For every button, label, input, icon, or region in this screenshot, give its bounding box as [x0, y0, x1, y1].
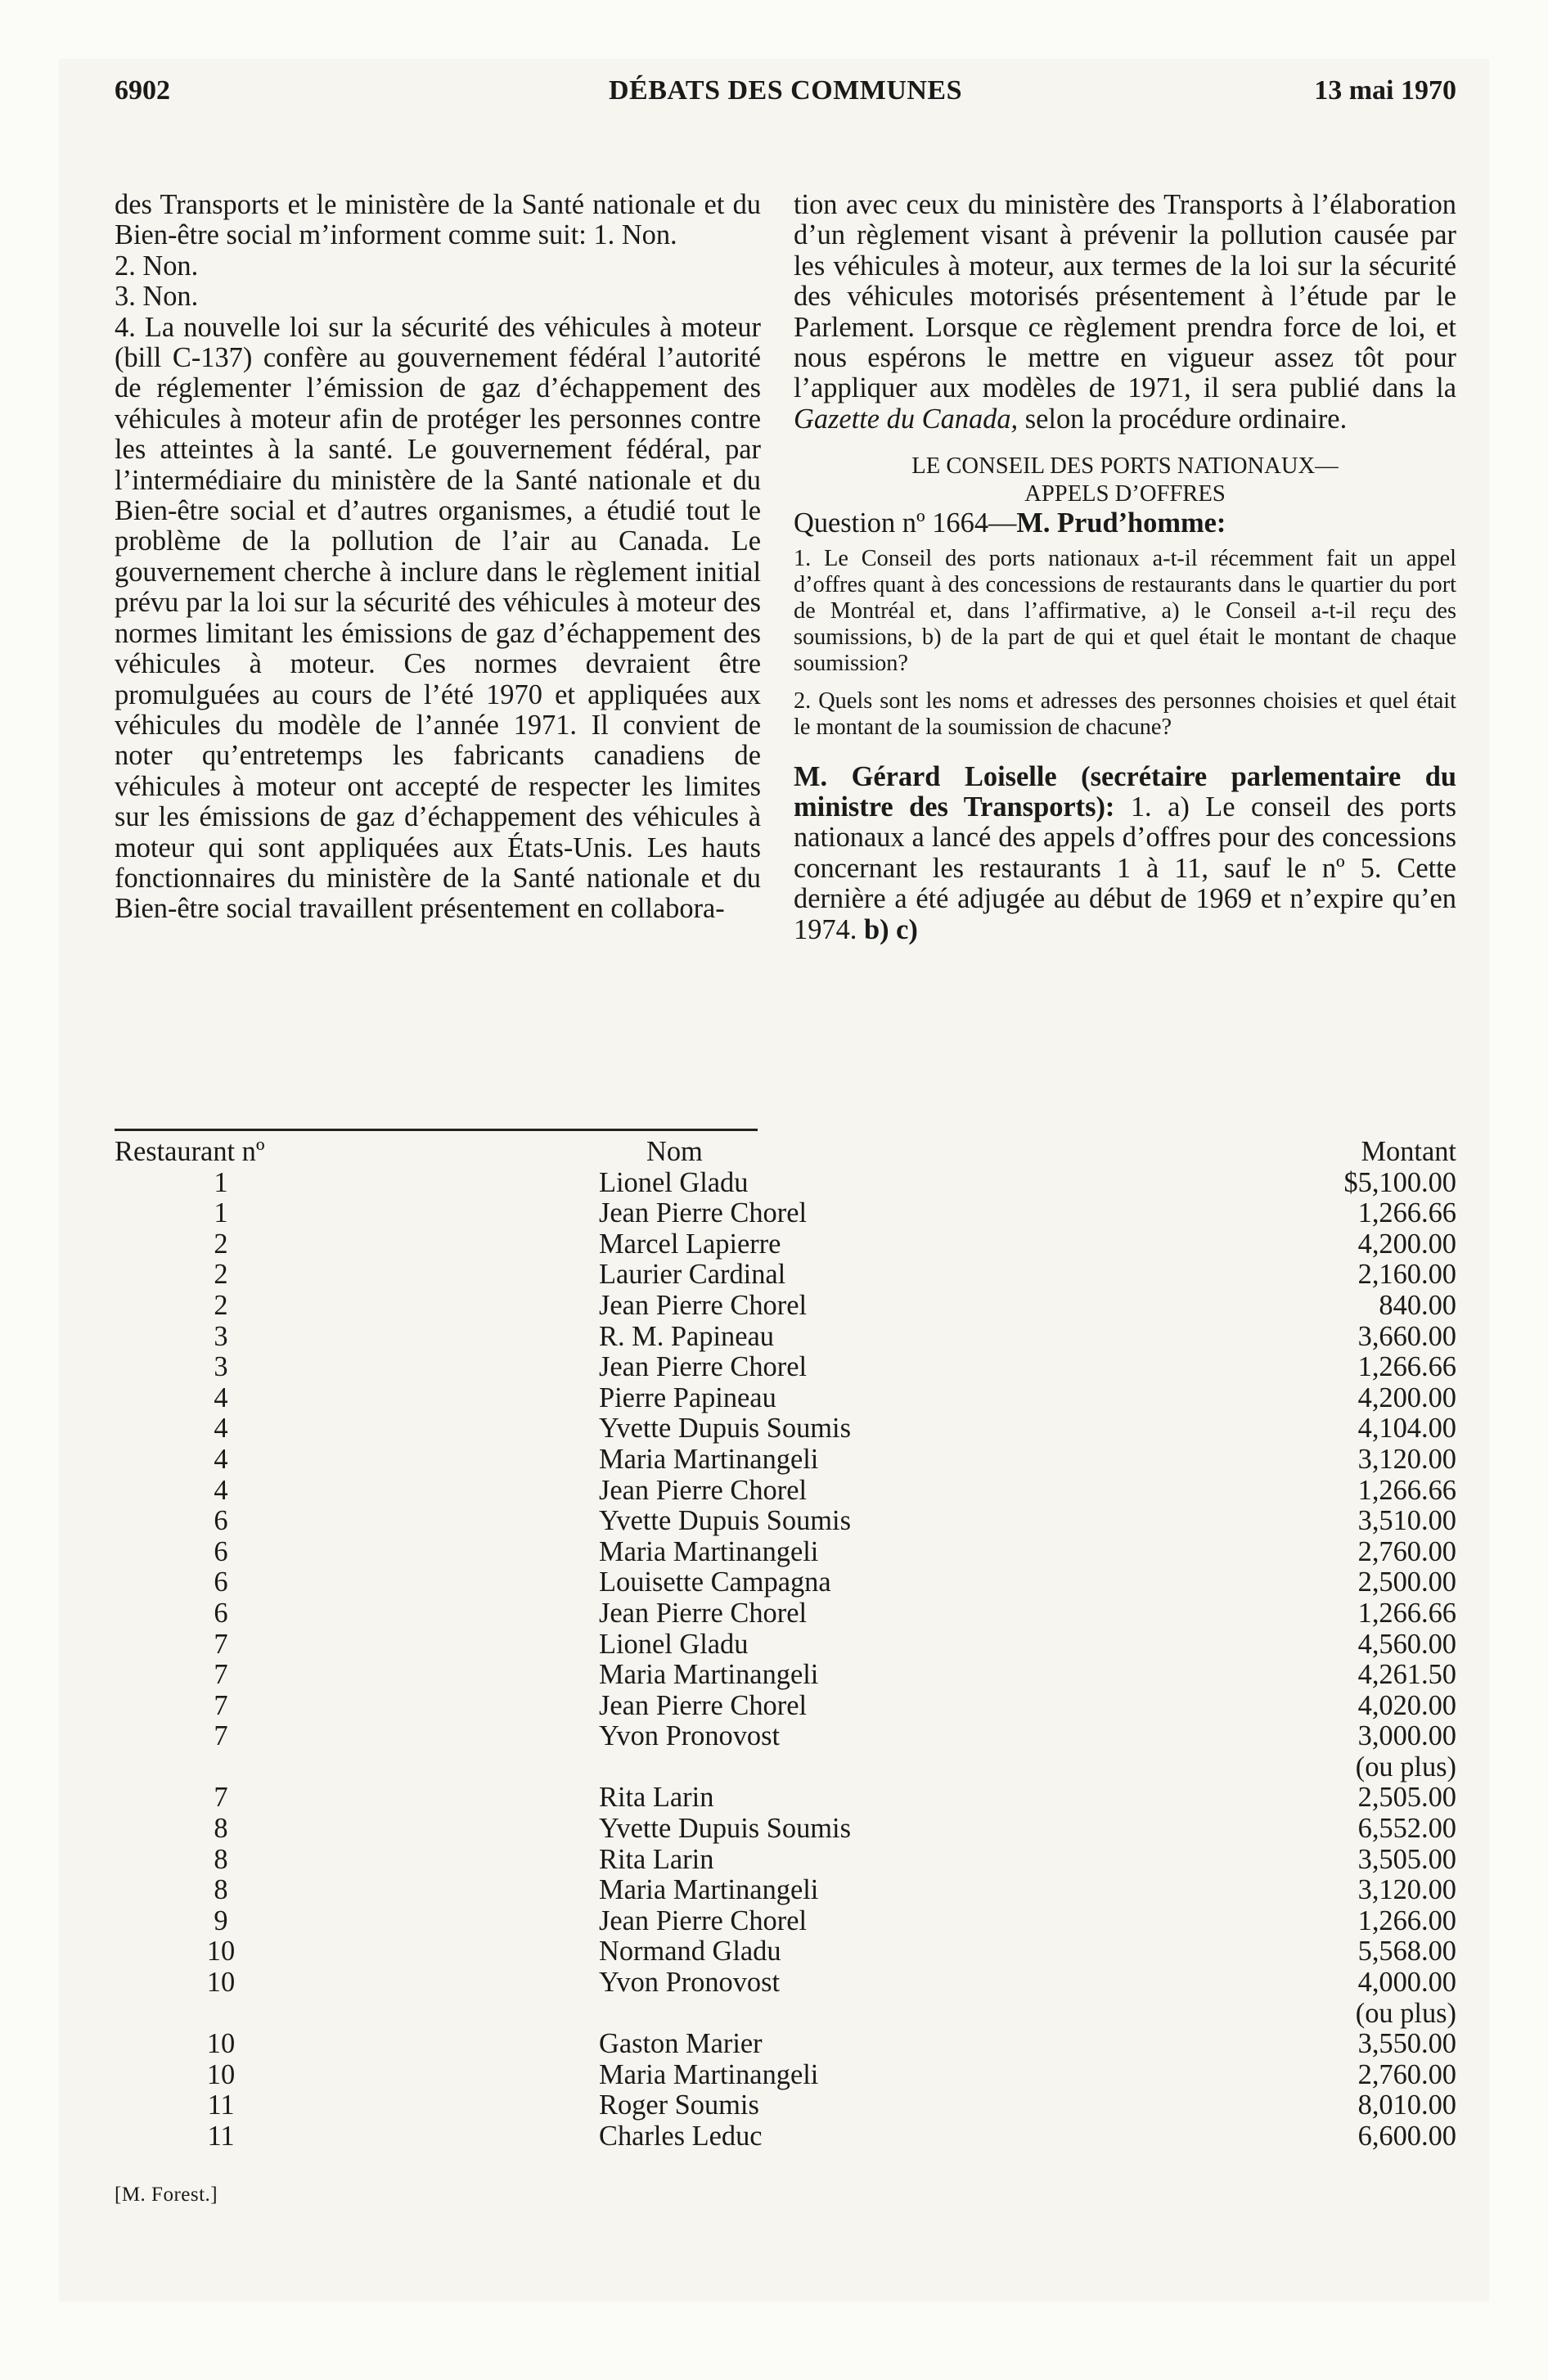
name-cell: Lionel Gladu [599, 1628, 749, 1660]
section-heading-line-2: APPELS D’OFFRES [1024, 481, 1226, 507]
table-row [115, 1936, 1456, 1967]
amount-cell: 4,261.50 [1357, 1659, 1456, 1691]
table-row [115, 1720, 1456, 1751]
name-cell: R. M. Papineau [599, 1320, 774, 1352]
restaurant-number: 11 [207, 2121, 235, 2152]
table-row [115, 1967, 1456, 1998]
page-date: 13 mai 1970 [1314, 75, 1456, 106]
gazette-title: Gazette du Canada, [794, 403, 1019, 435]
table-row [115, 1905, 1456, 1936]
amount-cell: $5,100.00 [1343, 1166, 1456, 1198]
restaurant-number: 2 [214, 1259, 228, 1291]
restaurant-number: 2 [214, 1289, 228, 1321]
table-row [115, 1629, 1456, 1660]
answer-speaker: M. Gérard Loiselle (secrétaire parlementaire du ministre des Transports): [794, 760, 1456, 823]
table-note-row [115, 1751, 1456, 1783]
restaurant-number: 10 [206, 1967, 236, 1999]
name-cell: Yvon Pronovost [599, 1967, 781, 1999]
amount-cell: 3,000.00 [1357, 1720, 1456, 1752]
table-row [115, 1844, 1456, 1875]
table-row [115, 1690, 1456, 1721]
amount-cell: 3,660.00 [1357, 1320, 1456, 1352]
left-paragraph-1: des Transports et le ministère de la Santé nationale et du Bien-être social m’informent comme suit: 1. Non. [115, 189, 761, 251]
name-cell: Maria Martinangeli [599, 1535, 819, 1567]
name-cell: Jean Pierre Chorel [599, 1597, 808, 1629]
amount-cell: 5,568.00 [1357, 1936, 1456, 1968]
name-cell: Rita Larin [599, 1843, 714, 1875]
question-author: M. Prud’homme: [1016, 507, 1226, 539]
amount-cell: 2,760.00 [1357, 2058, 1456, 2090]
name-cell: Laurier Cardinal [599, 1259, 786, 1291]
amount-cell: 1,266.00 [1357, 1904, 1456, 1936]
table-row [115, 2059, 1456, 2090]
restaurant-number: 10 [206, 1936, 236, 1968]
amount-cell: 1,266.66 [1357, 1197, 1456, 1229]
speaker-footer: [M. Forest.] [115, 2184, 218, 2206]
name-cell: Yvette Dupuis Soumis [599, 1505, 851, 1537]
answer-end: b) c) [863, 913, 918, 945]
left-paragraph-4: 4. La nouvelle loi sur la sécurité des véhicules à moteur (bill C-137) confère au gouvernement fédéral l’autorité de réglementer l’émission de gaz d’échappement des véhicules à moteur afin de protéger les personnes contre les atteintes à la santé. Le gouvernement fédéral, par l’intermédiaire du ministère de la Santé nationale et du Bien-être social et d’autres organismes, a étudié tout le problème de la pollution de l’air au Canada. Le gouvernement cherche à inclure dans le règlement initial prévu par la loi sur la sécurité des véhicules à moteur des normes limitant les émissions de gaz d’échappement des véhicules à moteur. Ces normes devraient être promulguées au cours de l’été 1970 et appliquées aux véhicules du modèle de l’année 1971. Il convient de noter qu’entretemps les fabricants canadiens de véhicules à moteur ont accepté de respecter les limites sur les émissions de gaz d’échappement des véhicules à moteur qui sont appliquées aux États-Unis. Les hauts fonctionnaires du ministère de la Santé nationale et du Bien-être social travaillent présentement en collabora- [115, 311, 761, 925]
restaurant-number: 7 [214, 1659, 228, 1691]
question-line [794, 508, 1456, 539]
table-row [115, 1566, 1456, 1598]
left-column [115, 190, 761, 925]
name-cell: Jean Pierre Chorel [599, 1689, 808, 1721]
restaurant-number: 8 [214, 1874, 228, 1906]
table-row [115, 1197, 1456, 1228]
amount-cell: 1,266.66 [1357, 1474, 1456, 1506]
right-paragraph-1-end: selon la procédure ordinaire. [1018, 403, 1348, 435]
table-row [115, 1659, 1456, 1690]
restaurant-number: 7 [214, 1689, 228, 1721]
name-cell: Jean Pierre Chorel [599, 1351, 808, 1383]
name-cell: Louisette Campagna [599, 1566, 831, 1598]
name-cell: Normand Gladu [599, 1936, 781, 1968]
name-cell: Maria Martinangeli [599, 1874, 819, 1906]
table-row [115, 2028, 1456, 2059]
table-row [115, 1598, 1456, 1629]
amount-cell: 2,505.00 [1357, 1782, 1456, 1814]
amount-cell: 8,010.00 [1357, 2089, 1456, 2121]
left-paragraph-2: 2. Non. [115, 250, 199, 282]
table-row [115, 1505, 1456, 1536]
table-row [115, 1475, 1456, 1506]
table-row [115, 1321, 1456, 1352]
amount-cell: 3,120.00 [1357, 1874, 1456, 1906]
header-restaurant: Restaurant nº [115, 1136, 265, 1167]
table-row [115, 1167, 1456, 1198]
header-name: Nom [646, 1136, 703, 1167]
amount-cell: 2,160.00 [1357, 1259, 1456, 1291]
amount-cell: 3,510.00 [1357, 1505, 1456, 1537]
amount-cell: 3,550.00 [1357, 2028, 1456, 2060]
name-cell: Yvette Dupuis Soumis [599, 1413, 851, 1445]
name-cell: Roger Soumis [599, 2089, 759, 2121]
amount-cell: 6,600.00 [1357, 2121, 1456, 2152]
name-cell: Jean Pierre Chorel [599, 1289, 808, 1321]
question-number: Question nº 1664— [794, 507, 1017, 539]
table-row [115, 1290, 1456, 1321]
amount-cell: 4,020.00 [1357, 1689, 1456, 1721]
table-row [115, 1351, 1456, 1382]
amount-note: (ou plus) [1355, 1751, 1456, 1783]
amount-cell: 3,120.00 [1357, 1443, 1456, 1475]
page-number: 6902 [115, 75, 170, 106]
amount-cell: 840.00 [1379, 1289, 1456, 1321]
amount-cell: 2,500.00 [1357, 1566, 1456, 1598]
restaurant-number: 6 [214, 1597, 228, 1629]
restaurant-number: 2 [214, 1228, 228, 1260]
table-row [115, 1382, 1456, 1413]
name-cell: Maria Martinangeli [599, 1443, 819, 1475]
restaurant-number: 6 [214, 1535, 228, 1567]
restaurant-number: 8 [214, 1843, 228, 1875]
name-cell: Pierre Papineau [599, 1382, 776, 1413]
restaurant-number: 3 [214, 1320, 228, 1352]
table-row [115, 1813, 1456, 1844]
column-divider-rule [115, 1129, 758, 1131]
name-cell: Yvette Dupuis Soumis [599, 1813, 851, 1845]
restaurant-number: 4 [214, 1474, 228, 1506]
right-column [794, 190, 1456, 945]
name-cell: Yvon Pronovost [599, 1720, 781, 1752]
section-heading-line-1: LE CONSEIL DES PORTS NATIONAUX— [911, 453, 1339, 480]
table-header-row [115, 1136, 1456, 1167]
question-part-1: 1. Le Conseil des ports nationaux a-t-il récemment fait un appel d’offres quant à des concessions de restaurants dans le quartier du port de Montréal et, dans l’affirmative, a) le Conseil a-t-il reçu des soumissions, b) de la part de qui et quel était le montant de chaque soumission? [794, 545, 1456, 676]
name-cell: Gaston Marier [599, 2028, 763, 2060]
name-cell: Jean Pierre Chorel [599, 1474, 808, 1506]
bids-table [115, 1136, 1456, 2152]
amount-cell: 4,560.00 [1357, 1628, 1456, 1660]
restaurant-number: 1 [214, 1166, 228, 1198]
page-title: DÉBATS DES COMMUNES [608, 75, 963, 106]
table-row [115, 1413, 1456, 1444]
restaurant-number: 7 [214, 1720, 228, 1752]
page-header [115, 75, 1456, 116]
name-cell: Charles Leduc [599, 2121, 763, 2152]
restaurant-number: 4 [214, 1382, 228, 1413]
header-amount: Montant [1361, 1136, 1456, 1167]
table-row [115, 1536, 1456, 1567]
restaurant-number: 4 [214, 1413, 228, 1445]
right-paragraph-1-text: tion avec ceux du ministère des Transports à l’élaboration d’un règlement visant à prévenir la pollution causée par les véhicules à moteur, aux termes de la loi sur la sécurité des véhicules motorisés présentement à l’étude par le Parlement. Lorsque ce règlement prendra force de loi, et nous espérons le mettre en vigueur assez tôt pour l’appliquer aux modèles de 1971, il sera publié dans la [794, 189, 1456, 404]
left-paragraph-3: 3. Non. [115, 281, 199, 313]
answer-paragraph [794, 762, 1456, 945]
right-paragraph-1 [794, 190, 1456, 435]
restaurant-number: 1 [214, 1197, 228, 1229]
name-cell: Jean Pierre Chorel [599, 1904, 808, 1936]
table-row [115, 1259, 1456, 1290]
restaurant-number: 6 [214, 1566, 228, 1598]
restaurant-number: 4 [214, 1443, 228, 1475]
restaurant-number: 9 [214, 1904, 228, 1936]
restaurant-number: 8 [214, 1813, 228, 1845]
table-row [115, 2089, 1456, 2121]
name-cell: Jean Pierre Chorel [599, 1197, 808, 1229]
amount-cell: 3,505.00 [1357, 1843, 1456, 1875]
section-heading [794, 453, 1456, 508]
restaurant-number: 7 [214, 1628, 228, 1660]
amount-cell: 4,200.00 [1357, 1382, 1456, 1413]
name-cell: Rita Larin [599, 1782, 714, 1814]
table-row [115, 1444, 1456, 1475]
restaurant-number: 6 [214, 1505, 228, 1537]
restaurant-number: 10 [206, 2058, 236, 2090]
table-row [115, 1874, 1456, 1905]
name-cell: Maria Martinangeli [599, 1659, 819, 1691]
amount-cell: 6,552.00 [1357, 1813, 1456, 1845]
restaurant-number: 3 [214, 1351, 228, 1383]
amount-cell: 1,266.66 [1357, 1351, 1456, 1383]
table-row [115, 1782, 1456, 1813]
restaurant-number: 10 [206, 2028, 236, 2060]
restaurant-number: 7 [214, 1782, 228, 1814]
name-cell: Maria Martinangeli [599, 2058, 819, 2090]
table-row [115, 1228, 1456, 1260]
amount-cell: 2,760.00 [1357, 1535, 1456, 1567]
name-cell: Marcel Lapierre [599, 1228, 781, 1260]
question-part-2: 2. Quels sont les noms et adresses des personnes choisies et quel était le montant de la soumission de chacune? [794, 687, 1456, 740]
answer-text: 1. a) Le conseil des ports nationaux a lancé des appels d’offres pour des concessions concernant les restaurants 1 à 11, sauf le nº 5. Cette dernière a été adjugée au début de 1969 et n’expire qu’en 1974. [794, 791, 1456, 945]
table-row [115, 2121, 1456, 2152]
name-cell: Lionel Gladu [599, 1166, 749, 1198]
table-note-row [115, 1998, 1456, 2029]
amount-cell: 4,000.00 [1357, 1967, 1456, 1999]
amount-note: (ou plus) [1355, 1997, 1456, 2029]
amount-cell: 4,104.00 [1357, 1413, 1456, 1445]
amount-cell: 4,200.00 [1357, 1228, 1456, 1260]
restaurant-number: 11 [207, 2089, 235, 2121]
amount-cell: 1,266.66 [1357, 1597, 1456, 1629]
